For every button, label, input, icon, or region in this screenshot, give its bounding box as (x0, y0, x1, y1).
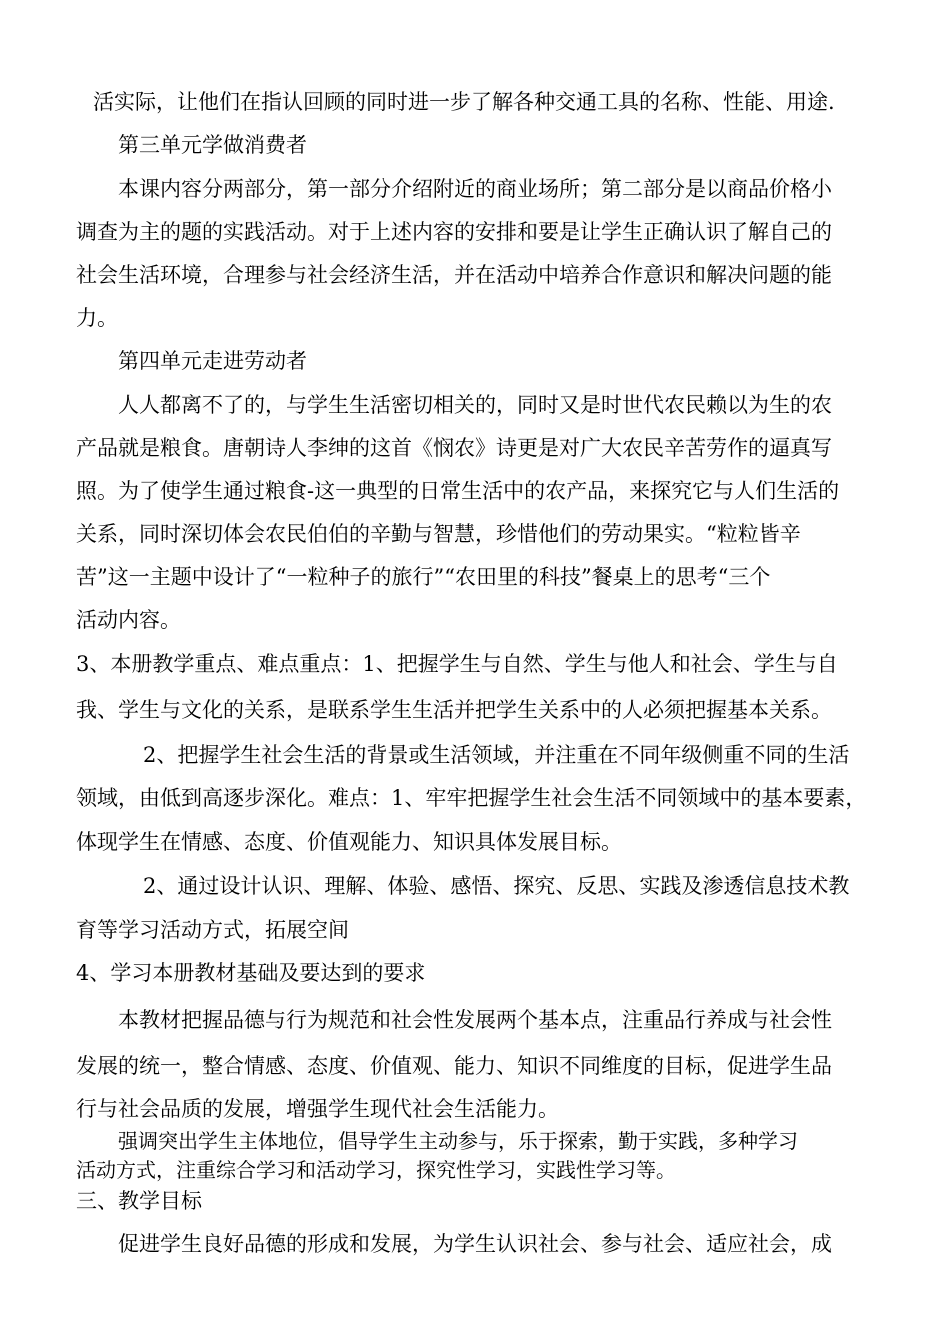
text-line-19: 2、通过设计认识、理解、体验、感悟、探究、反思、实践及渗透信息技术教 (143, 874, 850, 898)
text-line-18: 体现学生在情感、态度、价值观能力、知识具体发展目标。 (76, 830, 622, 854)
text-line-15: 我、学生与文化的关系，是联系学生生活并把学生关系中的人必须把握基本关系。 (76, 698, 832, 722)
text-line-23: 发展的统一，整合情感、态度、价值观、能力、知识不同维度的目标，促进学生品 (76, 1054, 832, 1078)
text-line-4: 调查为主的题的实践活动。对于上述内容的安排和要是让学生正确认识了解自己的 (76, 220, 832, 244)
text-line-14: 3、本册教学重点、难点重点：1、把握学生与自然、学生与他人和社会、学生与自 (76, 652, 838, 676)
text-line-1: 活实际，让他们在指认回顾的同时进一步了解各种交通工具的名称、性能、用途. (93, 90, 835, 114)
text-line-3: 本课内容分两部分，第一部分介绍附近的商业场所；第二部分是以商品价格小 (118, 177, 832, 201)
text-line-20: 育等学习活动方式，拓展空间 (76, 918, 349, 942)
text-line-12: 苦”这一主题中设计了“一粒种子的旅行”“农田里的科技”餐桌上的思考“三个 (76, 565, 771, 589)
text-line-28: 促进学生良好品德的形成和发展，为学生认识社会、参与社会、适应社会，成 (118, 1232, 832, 1256)
text-line-9: 产品就是粮食。唐朝诗人李绅的这首《悯农》诗更是对广大农民辛苦劳作的逼真写 (76, 436, 832, 460)
text-line-8: 人人都离不了的，与学生生活密切相关的，同时又是时世代农民赖以为生的农 (118, 393, 832, 417)
text-line-5: 社会生活环境，合理参与社会经济生活，并在活动中培养合作意识和解决问题的能 (76, 263, 832, 287)
section-heading-unit-3: 第三单元学做消费者 (118, 133, 307, 157)
section-heading-teaching-goals: 三、教学目标 (76, 1189, 202, 1213)
section-heading-unit-4: 第四单元走进劳动者 (118, 349, 307, 373)
text-line-13: 活动内容。 (76, 608, 181, 632)
section-heading-4: 4、学习本册教材基础及要达到的要求 (76, 961, 426, 985)
text-line-17: 领域，由低到高逐步深化。难点：1、牢牢把握学生社会生活不同领域中的基本要素， (76, 786, 867, 810)
text-line-16: 2、把握学生社会生活的背景或生活领域，并注重在不同年级侧重不同的生活 (143, 743, 850, 767)
text-line-26: 活动方式，注重综合学习和活动学习，探究性学习，实践性学习等。 (76, 1158, 676, 1182)
text-line-6: 力。 (76, 306, 118, 330)
text-line-22: 本教材把握品德与行为规范和社会性发展两个基本点，注重品行养成与社会性 (118, 1008, 832, 1032)
text-line-11: 关系，同时深切体会农民伯伯的辛勤与智慧，珍惜他们的劳动果实。“粒粒皆辛 (76, 522, 801, 546)
text-line-10: 照。为了使学生通过粮食-这一典型的日常生活中的农产品，来探究它与人们生活的 (76, 479, 840, 503)
text-line-24: 行与社会品质的发展，增强学生现代社会生活能力。 (76, 1097, 559, 1121)
text-line-25: 强调突出学生主体地位，倡导学生主动参与，乐于探索，勤于实践，多种学习 (118, 1129, 798, 1153)
